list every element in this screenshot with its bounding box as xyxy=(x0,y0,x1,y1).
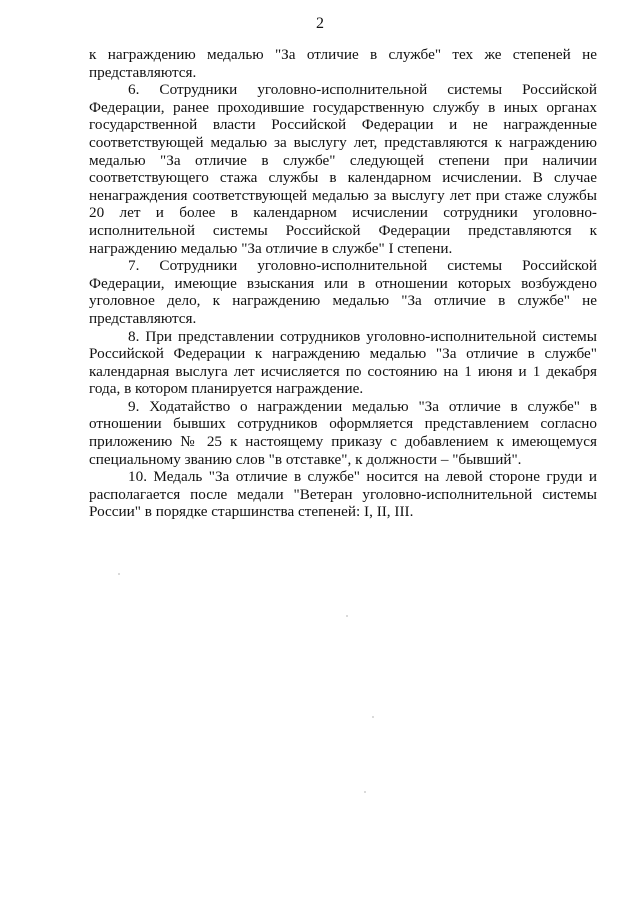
scan-speck xyxy=(346,615,348,617)
scan-speck xyxy=(372,716,374,718)
paragraph-item-10: 10. Медаль "За отличие в службе" носится на левой стороне груди и располагается после медали "Ветеран уголовно-исполнительной системы России" в порядке старшинства степеней: I, II, III. xyxy=(89,468,597,521)
paragraph-item-7: 7. Сотрудники уголовно-исполнительной системы Российской Федерации, имеющие взыскания или в отношении которых возбуждено уголовное дело, к награждению медалью "За отличие в службе" не представляются. xyxy=(89,257,597,327)
document-body xyxy=(89,46,597,521)
paragraph-item-8: 8. При представлении сотрудников уголовно-исполнительной системы Российской Федерации к награждению медалью "За отличие в службе" календарная выслуга лет исчисляется по состоянию на 1 июня и 1 декабря года, в котором планируется награждение. xyxy=(89,327,597,398)
paragraph-item-9: 9. Ходатайство о награждении медалью "За отличие в службе" в отношении бывших сотрудников оформляется представлением согласно приложению № 25 к настоящему приказу с добавлением к имеющемуся специальному званию слов "в отставке", к должности – "бывший". xyxy=(89,397,597,468)
scan-speck xyxy=(364,791,366,793)
page-number: 2 xyxy=(316,15,324,32)
scan-speck xyxy=(118,573,120,575)
paragraph-continuation: к награждению медалью "За отличие в службе" тех же степеней не представляются. xyxy=(89,46,597,81)
paragraph-item-6: 6. Сотрудники уголовно-исполнительной системы Российской Федерации, ранее проходившие государственную службу в иных органах государственной власти Российской Федерации и не награжденные соответствующей медалью за выслугу лет, представляются к награждению медалью "За отличие в службе" следующей степени при наличии соответствующего стажа службы в календарном исчислении. В случае ненаграждения соответствующей медалью за выслугу лет при стаже службы 20 лет и более в календарном исчислении сотрудники уголовно-исполнительной системы Российской Федерации представляются к награждению медалью "За отличие в службе" I степени. xyxy=(89,81,597,257)
